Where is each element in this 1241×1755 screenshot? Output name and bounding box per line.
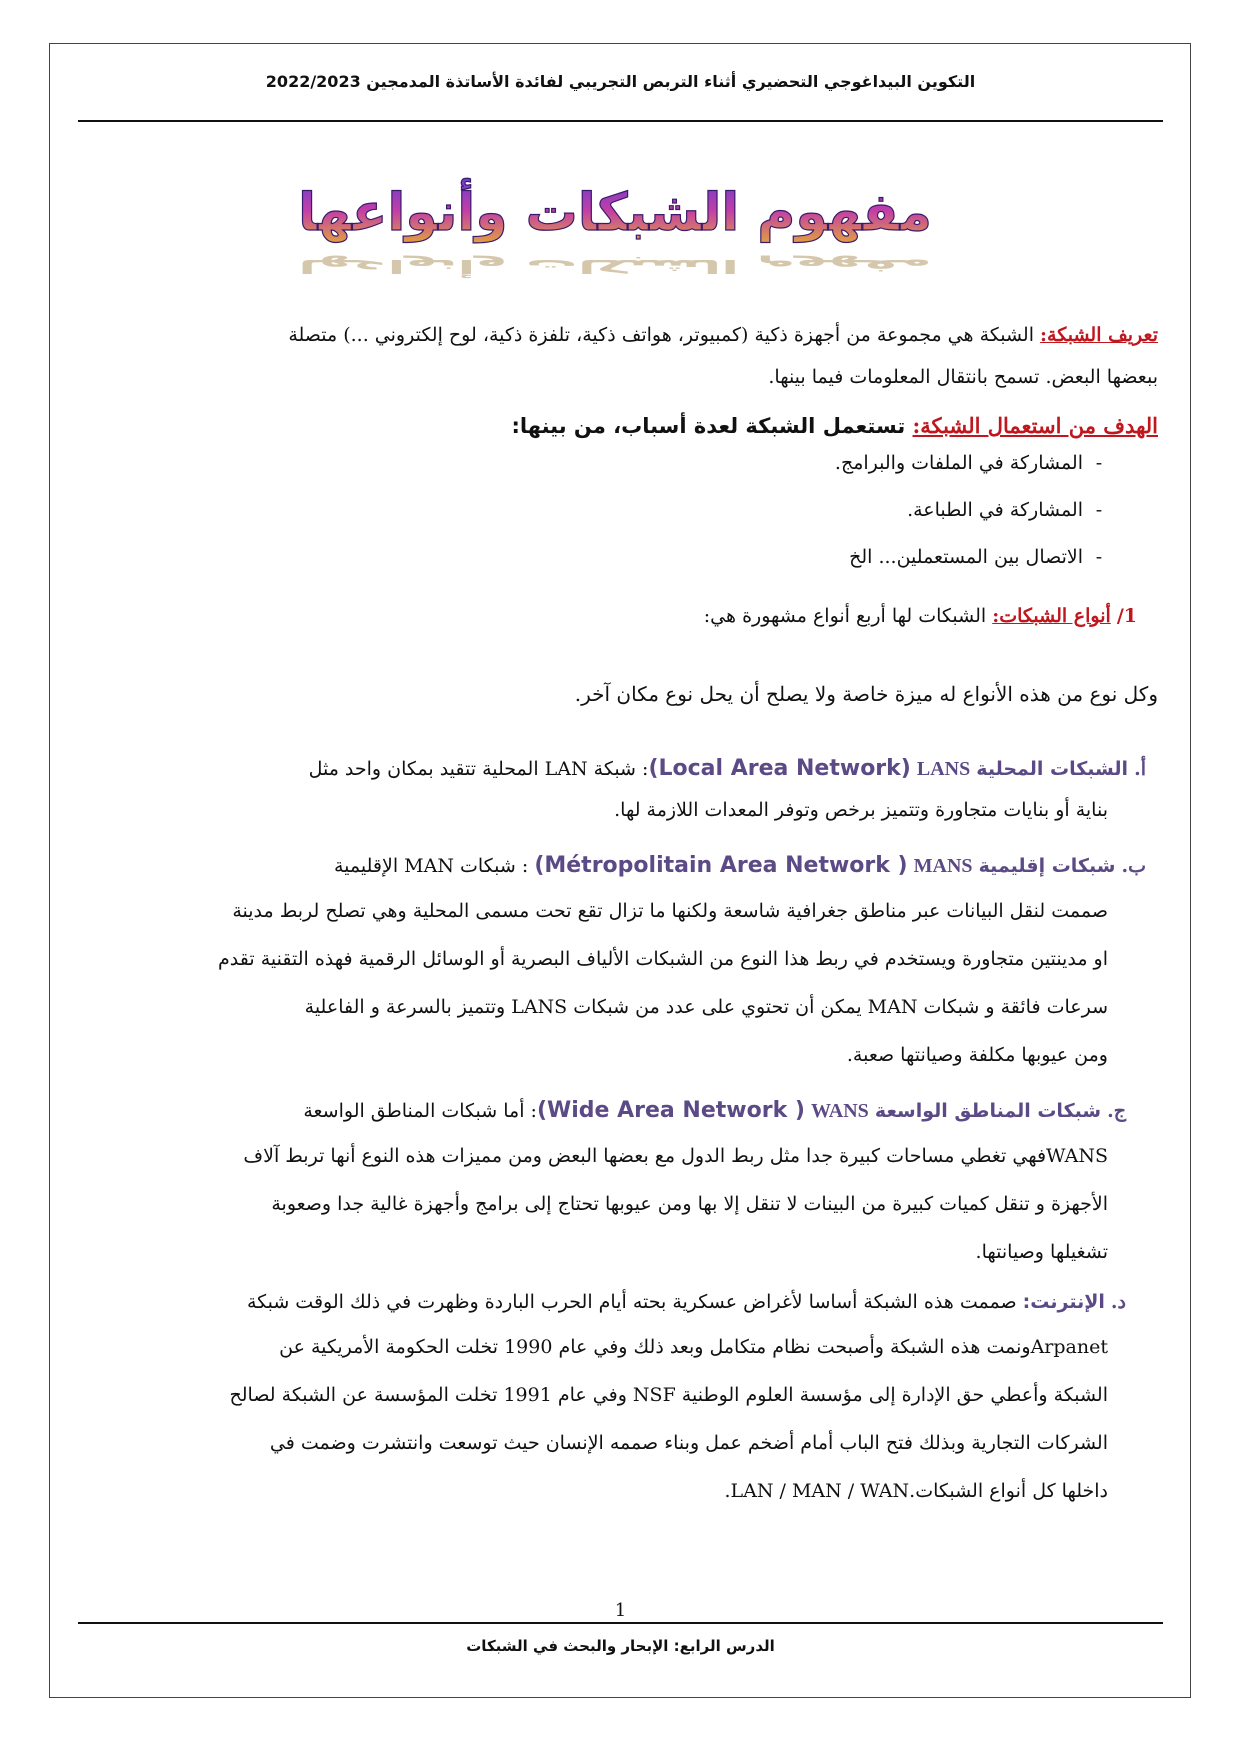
lan-block	[88, 748, 1146, 831]
title-wordart	[298, 160, 932, 277]
types-note: وكل نوع من هذه الأنواع له ميزة خاصة ولا يصلح أن يحل نوع مكان آخر.	[574, 682, 1158, 706]
wan-marker: ج.	[1107, 1100, 1126, 1122]
man-line5: ومن عيوبها مكلفة وصيانتها صعبة.	[846, 1044, 1108, 1066]
wan-line1: : أما شبكات المناطق الواسعة	[303, 1100, 537, 1122]
man-block	[88, 845, 1146, 1079]
wan-name: شبكات المناطق الواسعة	[874, 1100, 1102, 1122]
purpose-heading	[88, 405, 1158, 447]
internet-name: الإنترنت:	[1022, 1291, 1105, 1313]
purpose-label: الهدف من استعمال الشبكة:	[912, 413, 1158, 438]
man-line2: صممت لنقل البيانات عبر مناطق جغرافية شاسعة ولكنها ما تزال تقع تحت مسمى المحلية وهي تصلح لربط مدينة	[232, 900, 1108, 922]
wan-line4: تشغيلها وصيانتها.	[975, 1241, 1108, 1263]
lan-abbr: LANS	[916, 758, 971, 780]
man-marker: ب.	[1121, 855, 1146, 877]
man-line1: : شبكات MAN الإقليمية	[333, 855, 535, 877]
page-title: مفهوم الشبكات وأنواعها	[298, 183, 932, 243]
header-rule	[78, 120, 1163, 122]
internet-line4: الشركات التجارية وبذلك فتح الباب أمام أضخم عمل وبناء صممه الإنسان حيث توسعت وانتشرت وضمت في	[269, 1432, 1108, 1454]
lan-name: الشبكات المحلية	[976, 758, 1129, 780]
purpose-text: تستعمل الشبكة لعدة أسباب، من بينها:	[511, 414, 913, 438]
wan-line2: WANSفهي تغطي مساحات كبيرة جدا مثل ربط الدول مع بعضها البعض ومن مميزات هذه النوع أنها تربط آلاف	[243, 1145, 1108, 1167]
types-text: الشبكات لها أربع أنواع مشهورة هي:	[703, 605, 993, 627]
wan-abbr: WANS	[810, 1100, 869, 1122]
man-full: (Métropolitain Area Network )	[534, 853, 908, 878]
purpose-item-3: -الاتصال بين المستعملين... الخ	[849, 546, 1103, 568]
lan-line2: بناية أو بنايات متجاورة وتتميز برخص وتوفر المعدات اللازمة لها.	[614, 799, 1108, 821]
page-number: 1	[614, 1600, 627, 1621]
man-abbr: MANS	[913, 855, 973, 877]
types-heading	[704, 596, 1137, 637]
types-label: أنواع الشبكات:	[992, 605, 1111, 627]
internet-line1: صممت هذه الشبكة أساسا لأغراض عسكرية بحته أيام الحرب الباردة وظهرت في ذلك الوقت شبكة	[246, 1291, 1023, 1313]
lan-marker: أ.	[1134, 758, 1146, 780]
internet-block	[88, 1282, 1146, 1515]
man-line4: سرعات فائقة و شبكات MAN يمكن أن تحتوي على عدد من شبكات LANS وتتميز بالسرعة و الفاعلية	[304, 996, 1108, 1018]
lan-line1: : شبكة LAN المحلية تتقيد بمكان واحد مثل	[308, 758, 649, 780]
definition-label: تعريف الشبكة:	[1040, 324, 1158, 346]
page-footer: الدرس الرابع: الإبحار والبحث في الشبكات	[466, 1637, 775, 1655]
purpose-item-2: -المشاركة في الطباعة.	[907, 499, 1103, 521]
man-line3: او مدينتين متجاورة ويستخدم في ربط هذا النوع من الشبكات الألياف البصرية أو الوسائل الرقمية فهذه التقنية تقدم	[218, 948, 1108, 970]
svg-text:مفهوم الشبكات وأنواعها: مفهوم الشبكات وأنواعها	[298, 255, 932, 277]
man-name: شبكات إقليمية	[978, 855, 1116, 877]
definition-line2: ببعضها البعض. تسمح بانتقال المعلومات فيما بينها.	[768, 366, 1158, 388]
definition-block	[88, 315, 1158, 398]
internet-line2: Arpanetونمت هذه الشبكة وأصبحت نظام متكامل وبعد ذلك وفي عام 1990 تخلت الحكومة الأمريكية عن	[279, 1336, 1108, 1358]
internet-line5: داخلها كل أنواع الشبكات.LAN / MAN / WAN.	[724, 1480, 1108, 1502]
purpose-item-1: -المشاركة في الملفات والبرامج.	[834, 452, 1103, 474]
wan-block	[88, 1090, 1146, 1276]
internet-marker: د.	[1110, 1291, 1126, 1313]
wan-full: (Wide Area Network )	[536, 1098, 805, 1123]
definition-line1: الشبكة هي مجموعة من أجهزة ذكية (كمبيوتر، هواتف ذكية، تلفزة ذكية، لوح إلكتروني ...) متصلة	[288, 324, 1041, 346]
page-header: التكوين البيداغوجي التحضيري أثناء التربص التجريبي لفائدة الأساتذة المدمجين 2022/2023	[265, 72, 976, 91]
types-number: 1/	[1116, 605, 1137, 627]
internet-line3: الشبكة وأعطي حق الإدارة إلى مؤسسة العلوم الوطنية NSF وفي عام 1991 تخلت المؤسسة عن الشبكة لصالح	[229, 1384, 1108, 1406]
lan-full: (Local Area Network)	[648, 756, 911, 781]
wan-line3: الأجهزة و تنقل كميات كبيرة من البينات لا تنقل إلا بها ومن عيوبها تحتاج إلى برامج وأجهزة غالية جدا وصعوبة	[271, 1193, 1108, 1215]
footer-rule	[78, 1622, 1163, 1624]
